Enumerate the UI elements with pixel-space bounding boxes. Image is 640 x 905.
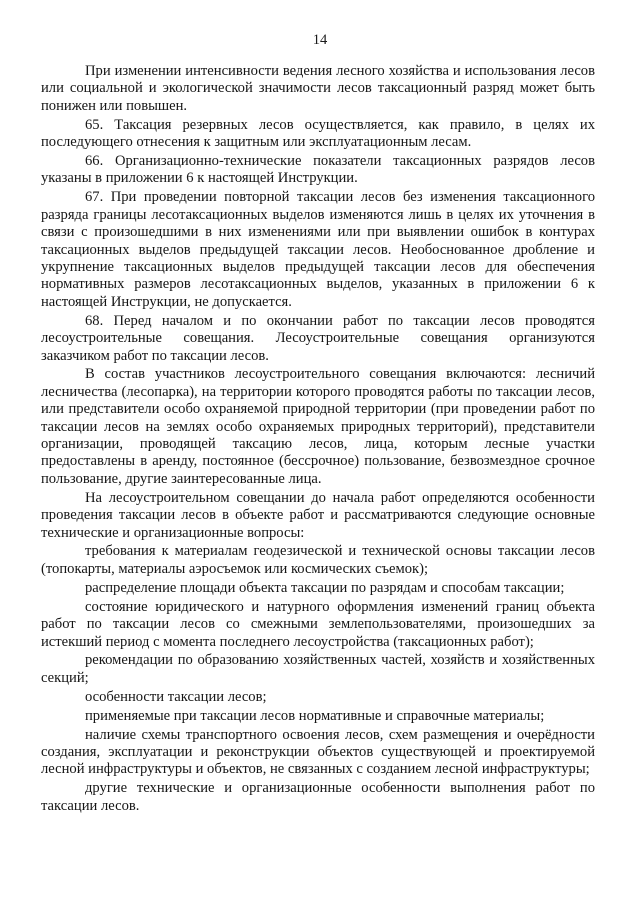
list-item: требования к материалам геодезической и технической основы таксации лесов (топокарты, материалы аэросъемок или космических съемок); [41, 543, 595, 577]
document-body [41, 63, 595, 817]
paragraph: 68. Перед началом и по окончании работ по таксации лесов проводятся лесоустроительные совещания. Лесоустроительные совещания организуются заказчиком работ по таксации лесов. [41, 312, 595, 364]
paragraph: При изменении интенсивности ведения лесного хозяйства и использования лесов или социальной и экологической значимости лесов таксационный разряд может быть понижен или повышен. [41, 63, 595, 114]
list-item: наличие схемы транспортного освоения лесов, схем размещения и очерёдности создания, эксплуатации и реконструкции объектов существующей и проектируемой лесной инфраструктуры и объектов, не связанных с созданием лесной инфраструктуры; [41, 726, 595, 778]
paragraph: 65. Таксация резервных лесов осуществляется, как правило, в целях их последующего отнесения к защитным или эксплуатационным лесам. [41, 116, 595, 151]
page-number: 14 [312, 32, 328, 48]
paragraph: В состав участников лесоустроительного совещания включаются: лесничий лесничества (лесопарка), на территории которого проводятся работы по таксации лесов, или представители особо охраняемой природной территории (при проведении работ по таксации лесов на землях особо охраняемых природных территорий), представители организации, проводящей таксацию лесов, лица, которым лесные участки предоставлены в аренду, постоянное (бессрочное) пользование, безвозмездное срочное пользование, другие заинтересованные лица. [41, 366, 595, 487]
paragraph: 67. При проведении повторной таксации лесов без изменения таксационного разряда границы лесотаксационных выделов изменяются лишь в целях их уточнения в связи с произошедшими в них изменениями или при выявлении ошибок в контурах таксационных выделов предыдущей таксации лесов. Необоснованное дробление и укрупнение таксационных выделов предыдущей таксации лесов для обеспечения нормативных размеров лесотаксационных выделов, указанных в приложении 6 к настоящей Инструкции, не допускается. [41, 189, 595, 310]
list-item: распределение площади объекта таксации по разрядам и способам таксации; [85, 579, 565, 596]
list-item: другие технические и организационные особенности выполнения работ по таксации лесов. [41, 780, 595, 814]
list-item: особенности таксации лесов; [85, 688, 267, 705]
list-item: применяемые при таксации лесов нормативные и справочные материалы; [85, 707, 545, 724]
list-item: состояние юридического и натурного оформления изменений границ объекта работ по таксации лесов со смежными землепользователями, произошедших за истекший период с момента последнего лесоустройства (таксационных работ); [41, 598, 595, 650]
paragraph: 66. Организационно-технические показатели таксационных разрядов лесов указаны в приложении 6 к настоящей Инструкции. [41, 153, 595, 187]
paragraph: На лесоустроительном совещании до начала работ определяются особенности проведения таксации лесов в объекте работ и рассматриваются следующие основные технические и организационные вопросы: [41, 489, 595, 541]
list-item: рекомендации по образованию хозяйственных частей, хозяйств и хозяйственных секций; [41, 652, 595, 686]
